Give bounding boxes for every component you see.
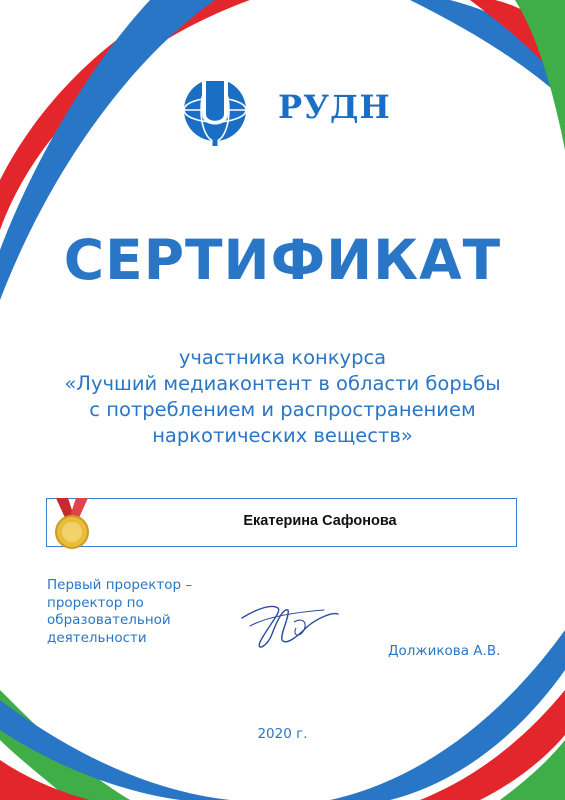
certificate-subtitle (30, 345, 535, 449)
signatory-position (47, 577, 192, 647)
subtitle-line: «Лучший медиаконтент в области борьбы (64, 372, 501, 395)
certificate-title: СЕРТИФИКАТ (63, 228, 502, 292)
position-line: проректор по (47, 594, 144, 611)
handwritten-signature (238, 596, 343, 656)
subtitle-line: наркотических веществ» (152, 424, 413, 447)
logo-text: РУДН (278, 88, 391, 126)
position-line: образовательной (47, 612, 171, 628)
subtitle-line: с потреблением и распространением (89, 398, 476, 421)
recipient-name: Екатерина Сафонова (243, 513, 397, 529)
position-line: Первый проректор – (47, 577, 193, 593)
signatory-name: Должикова А.В. (388, 643, 501, 659)
medal-icon (50, 498, 94, 554)
certificate-year: 2020 г. (257, 726, 308, 742)
position-line: деятельности (47, 629, 147, 646)
subtitle-line: участника конкурса (178, 346, 387, 369)
